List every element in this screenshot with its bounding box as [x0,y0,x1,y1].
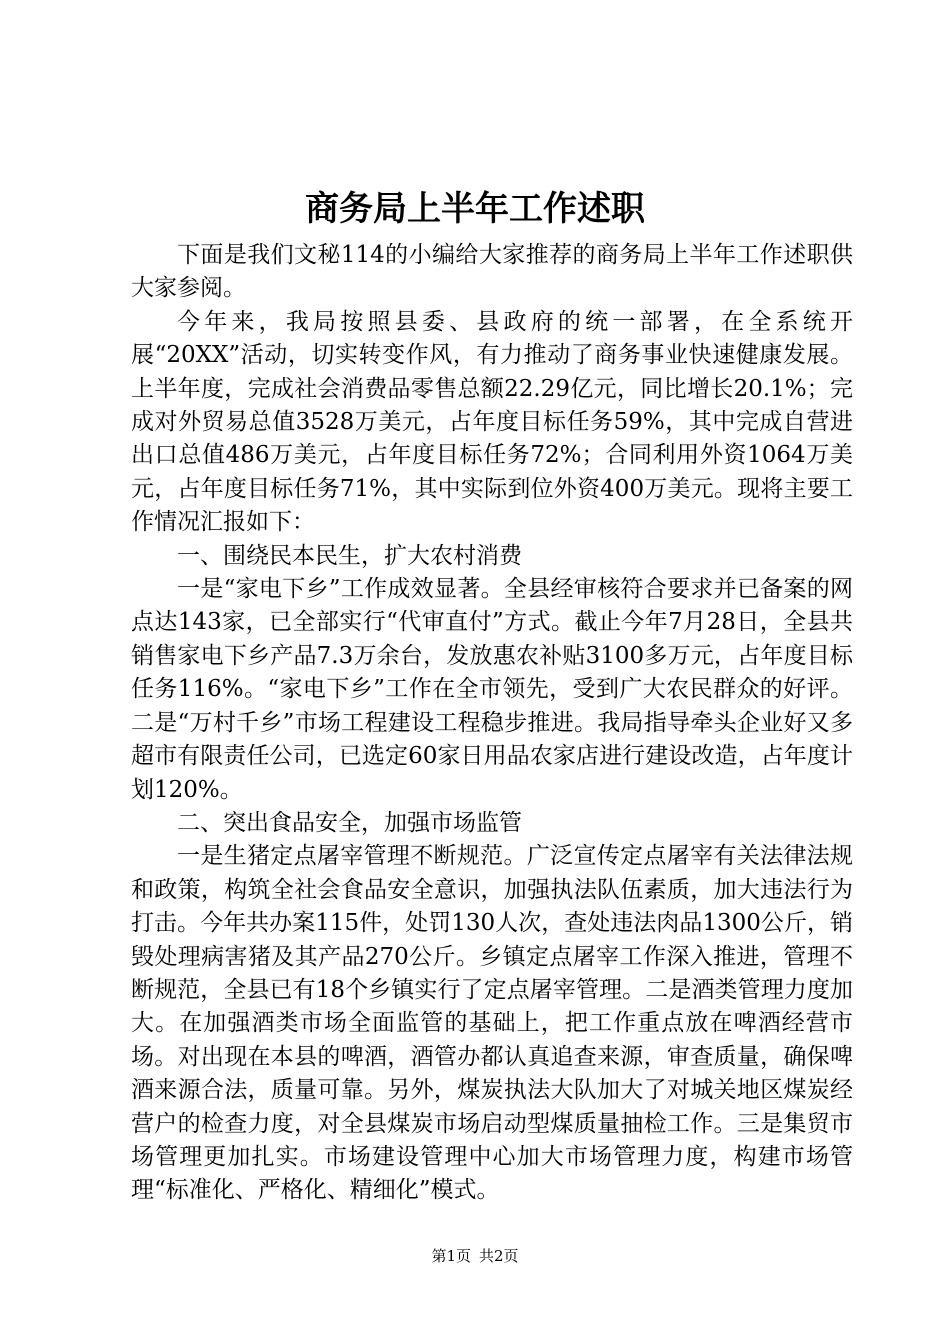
paragraph-intro: 下面是我们文秘114的小编给大家推荐的商务局上半年工作述职供大家参阅。 [131,242,853,302]
document-title: 商务局上半年工作述职 [305,189,645,229]
paragraph-section-1: 一是“家电下乡”工作成效显著。全县经审核符合要求并已备案的网点达143家，已全部实行“代审直付”方式。截止今年7月28日，全县共销售家电下乡产品7.3万余台，发放惠农补贴3100多万元，占年度目标任务116%。“家电下乡”工作在全市领先，受到广大农民群众的好评。二是“万村千乡”市场工程建设工程稳步推进。我局指导牵头企业好又多超市有限责任公司，已选定60家日用品农家店进行建设改造，占年度计划120%。 [131,576,853,803]
page-total: 共2页 [479,1247,519,1265]
page-footer [0,1246,950,1266]
section-heading-1: 一、围绕民本民生，扩大农村消费 [177,542,522,569]
document-body [131,239,853,1208]
paragraph-section-2: 一是生猪定点屠宰管理不断规范。广泛宣传定点屠宰有关法律法规和政策，构筑全社会食品安全意识，加强执法队伍素质，加大违法行为打击。今年共办案115件，处罚130人次，查处违法肉品1300公斤，销毁处理病害猪及其产品270公斤。乡镇定点屠宰工作深入推进，管理不断规范，全县已有18个乡镇实行了定点屠宰管理。二是酒类管理力度加大。在加强酒类市场全面监管的基础上，把工作重点放在啤酒经营市场。对出现在本县的啤酒，酒管办都认真追查来源，审查质量，确保啤酒来源合法，质量可靠。另外，煤炭执法大队加大了对城关地区煤炭经营户的检查力度，对全县煤炭市场启动型煤质量抽检工作。三是集贸市场管理更加扎实。市场建设管理中心加大市场管理力度，构建市场管理“标准化、严格化、精细化”模式。 [131,843,853,1204]
paragraph-overview: 今年来，我局按照县委、县政府的统一部署，在全系统开展“20XX”活动，切实转变作风，有力推动了商务事业快速健康发展。上半年度，完成社会消费品零售总额22.29亿元，同比增长20.1%；完成对外贸易总值3528万美元，占年度目标任务59%，其中完成自营进出口总值486万美元，占年度目标任务72%；合同利用外资1064万美元，占年度目标任务71%，其中实际到位外资400万美元。现将主要工作情况汇报如下： [131,308,853,536]
section-heading-2: 二、突出食品安全，加强市场监管 [177,809,522,836]
page-number: 第1页 [431,1247,471,1265]
